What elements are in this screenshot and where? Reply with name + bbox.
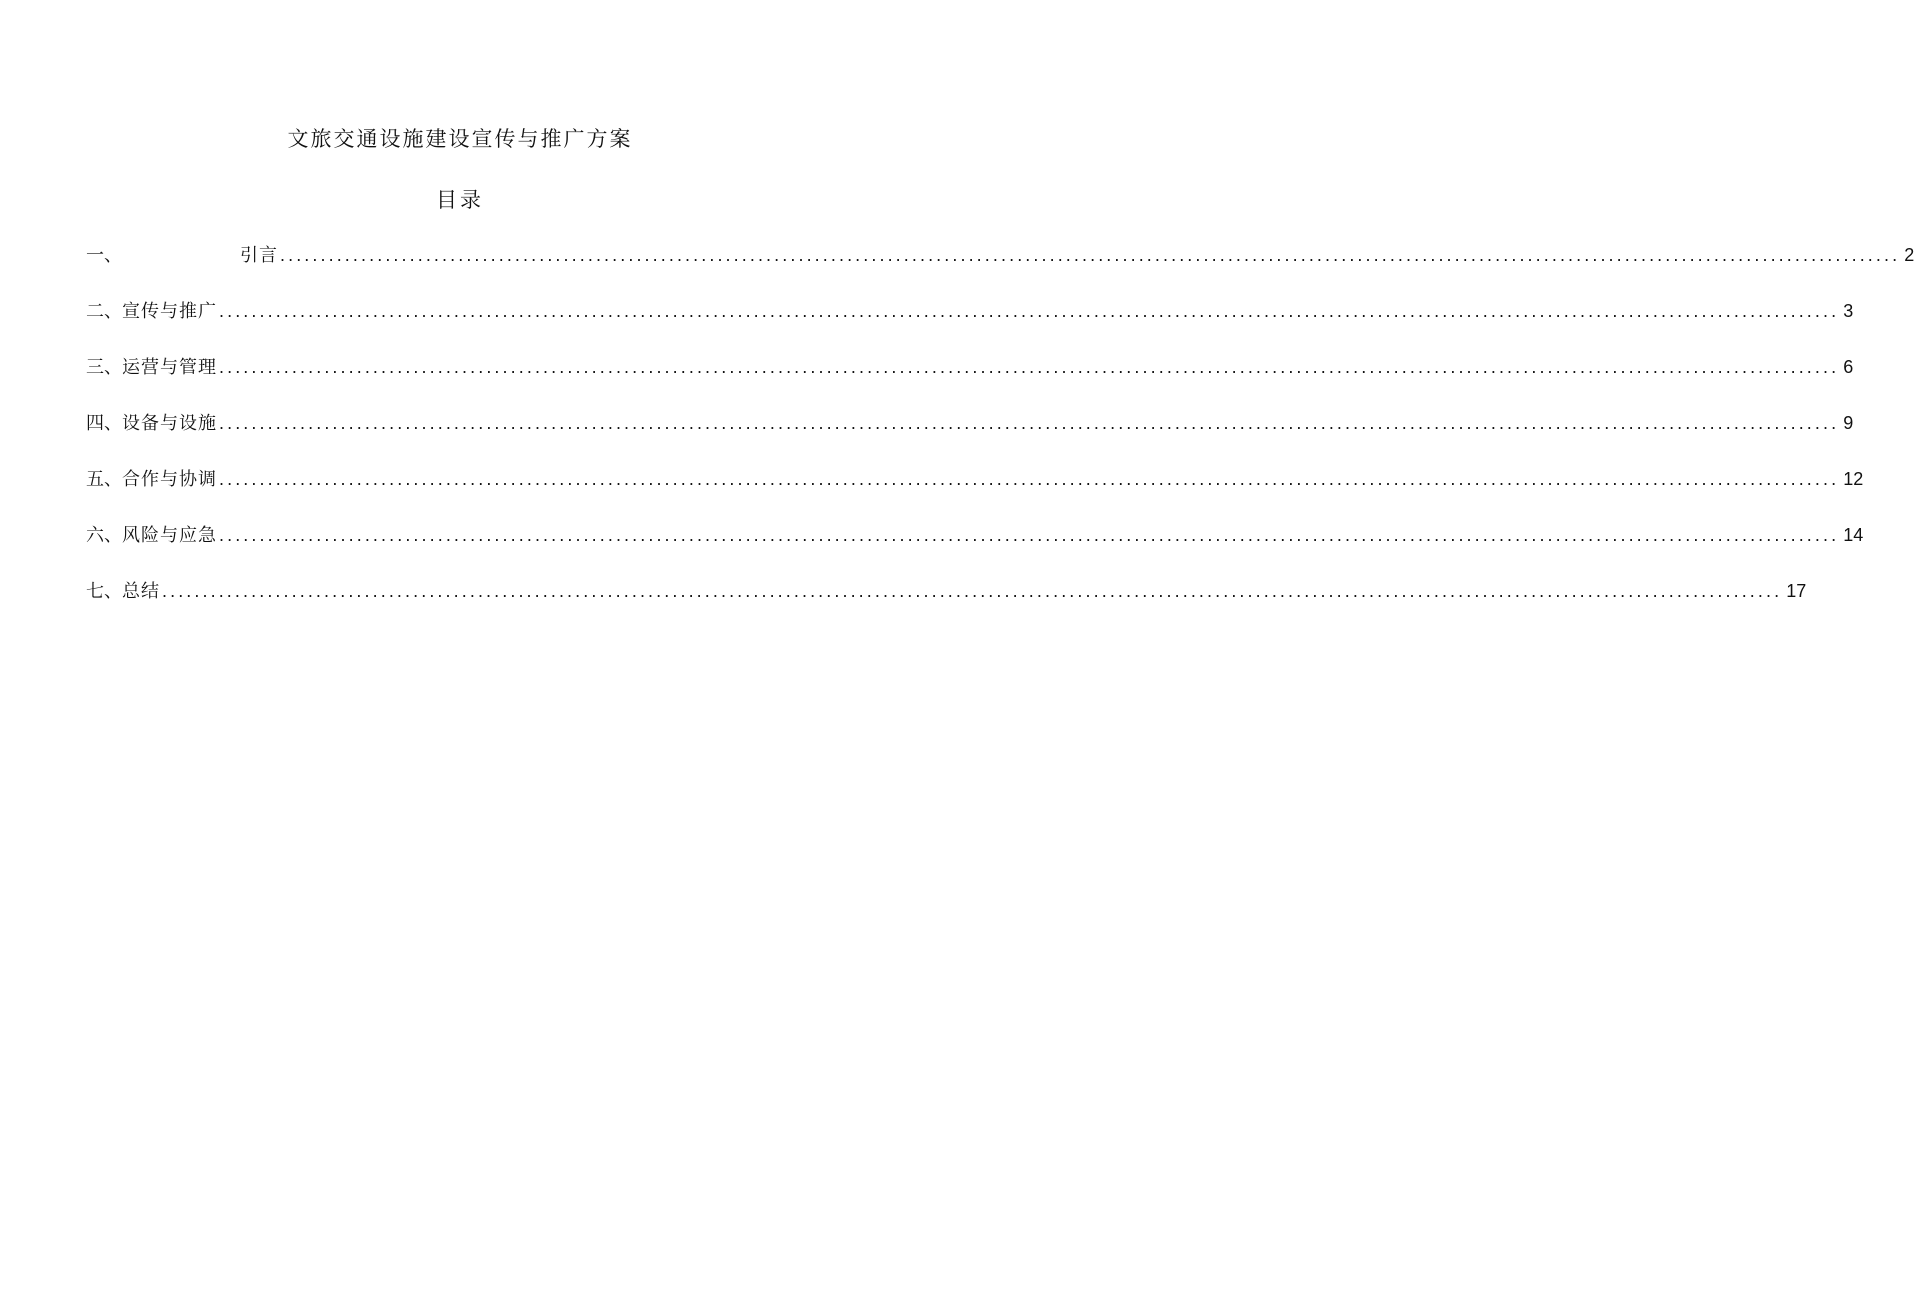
toc-entry-cooperation[interactable] bbox=[86, 464, 1864, 520]
toc-dot-leader: ........................................................................................................................................................................................................ bbox=[219, 469, 1840, 489]
toc-entry-summary[interactable] bbox=[86, 576, 1807, 632]
toc-dot-leader: ........................................................................................................................................................................................................ bbox=[280, 245, 1901, 265]
toc-entry-label: 运营与管理 bbox=[122, 357, 217, 378]
toc-entry-page: 14 bbox=[1843, 525, 1864, 545]
toc-entry-label: 宣传与推广 bbox=[122, 301, 217, 322]
toc-entry-label: 总结 bbox=[122, 581, 160, 602]
toc-entry-number: 三、 bbox=[86, 357, 122, 378]
table-of-contents bbox=[86, 240, 1914, 632]
toc-entry-label: 设备与设施 bbox=[122, 413, 217, 434]
toc-entry-page: 17 bbox=[1786, 581, 1807, 601]
toc-entry-page: 6 bbox=[1843, 357, 1854, 377]
document-title: 文旅交通设施建设宣传与推广方案 bbox=[287, 127, 633, 151]
toc-entry-page: 3 bbox=[1843, 301, 1854, 321]
toc-entry-number: 一、 bbox=[86, 245, 122, 266]
toc-heading: 目录 bbox=[436, 188, 484, 212]
toc-entry-number: 四、 bbox=[86, 413, 122, 434]
toc-entry-number: 五、 bbox=[86, 469, 122, 490]
toc-dot-leader: ........................................................................................................................................................................................................ bbox=[162, 581, 1783, 601]
toc-entry-label: 引言 bbox=[240, 245, 278, 266]
toc-entry-label: 风险与应急 bbox=[122, 525, 217, 546]
toc-entry-operations[interactable] bbox=[86, 352, 1854, 408]
toc-entry-page: 12 bbox=[1843, 469, 1864, 489]
toc-dot-leader: ........................................................................................................................................................................................................ bbox=[219, 301, 1840, 321]
toc-entry-promotion[interactable] bbox=[86, 296, 1854, 352]
toc-dot-leader: ........................................................................................................................................................................................................ bbox=[219, 413, 1840, 433]
toc-dot-leader: ........................................................................................................................................................................................................ bbox=[219, 357, 1840, 377]
toc-entry-page: 9 bbox=[1843, 413, 1854, 433]
toc-entry-number: 六、 bbox=[86, 525, 122, 546]
toc-entry-number: 二、 bbox=[86, 301, 122, 322]
toc-entry-number: 七、 bbox=[86, 581, 122, 602]
toc-entry-risk[interactable] bbox=[86, 520, 1864, 576]
toc-entry-page: 2 bbox=[1904, 245, 1914, 265]
toc-entry-intro[interactable] bbox=[86, 240, 1914, 296]
toc-entry-label: 合作与协调 bbox=[122, 469, 217, 490]
toc-entry-equipment[interactable] bbox=[86, 408, 1854, 464]
toc-dot-leader: ........................................................................................................................................................................................................ bbox=[219, 525, 1840, 545]
